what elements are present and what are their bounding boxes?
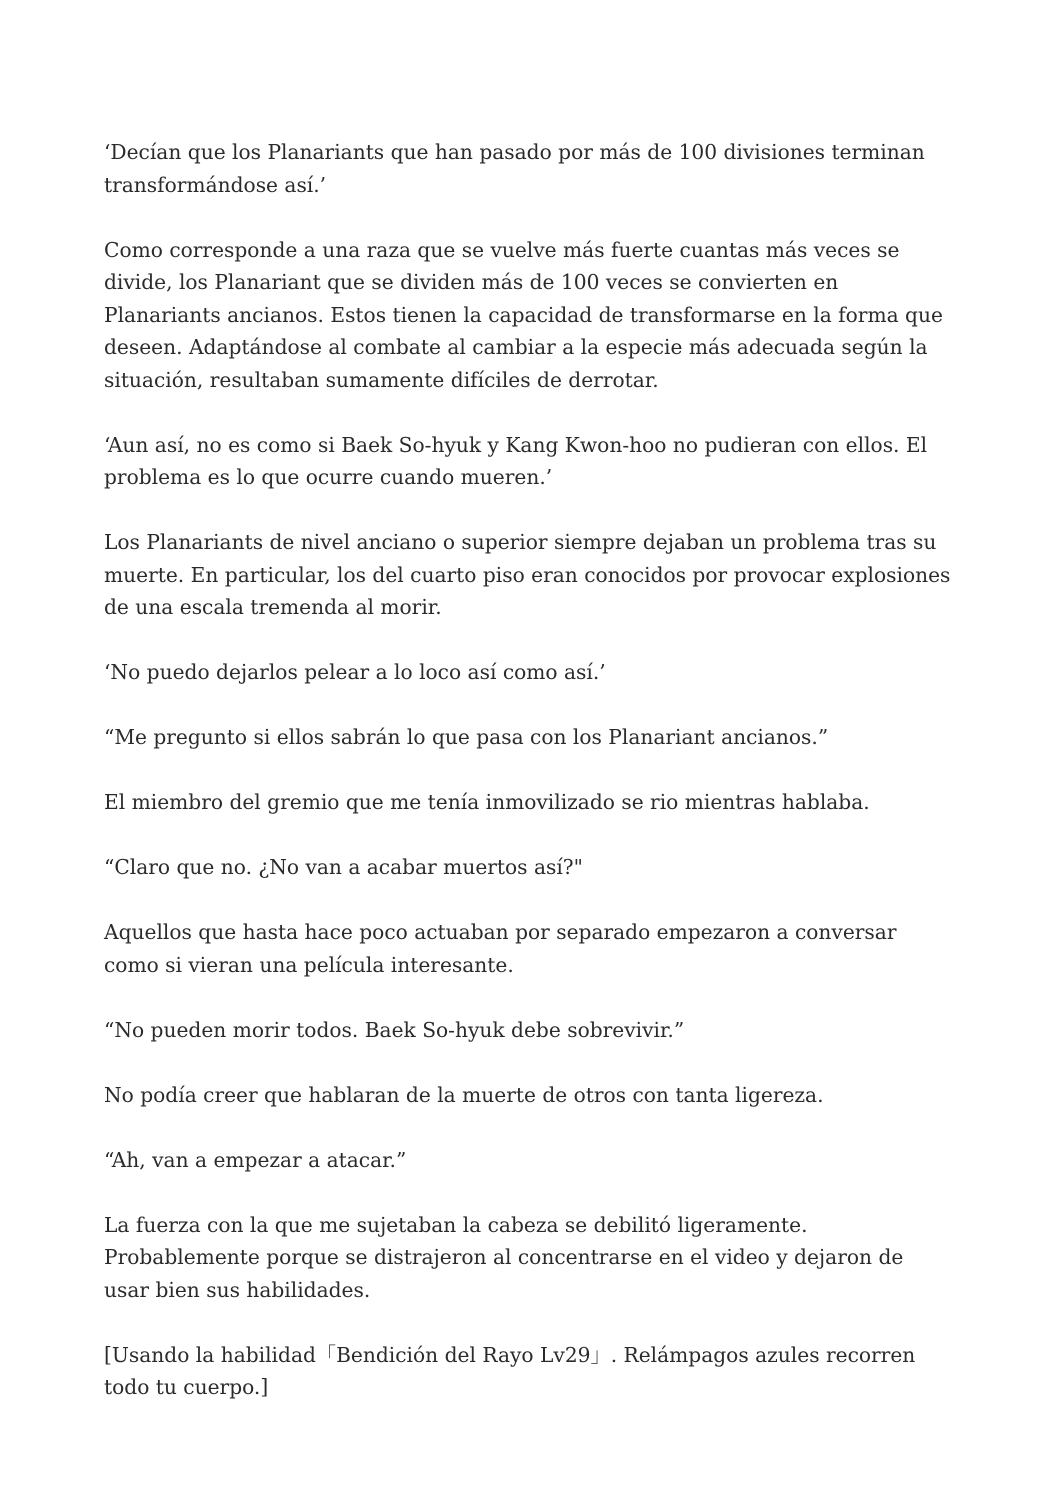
paragraph: [Usando la habilidad「Bendición del Rayo Lv29」. Relámpagos azules recorren todo tu cuerpo.] — [104, 1342, 916, 1399]
paragraph: “Claro que no. ¿No van a acabar muertos así?" — [104, 855, 583, 879]
paragraph: Los Planariants de nivel anciano o superior siempre dejaban un problema tras su muerte. En particular, los del cuarto piso eran conocidos por provocar explosiones de una escala tremenda al morir. — [104, 530, 951, 619]
paragraph: Aquellos que hasta hace poco actuaban por separado empezaron a conversar como si vieran una película interesante. — [104, 920, 897, 977]
paragraph: “No pueden morir todos. Baek So-hyuk debe sobrevivir.” — [104, 1017, 685, 1042]
paragraph: Como corresponde a una raza que se vuelve más fuerte cuantas más veces se divide, los Planariant que se dividen más de 100 veces se convierten en Planariants ancianos. Estos tienen la capacidad de transformarse en la forma que deseen. Adaptándose al combate al cambiar a la especie más adecuada según la situación, resultaban sumamente difíciles de derrotar. — [104, 237, 943, 392]
paragraph: ‘Decían que los Planariants que han pasado por más de 100 divisiones terminan transformándose así.’ — [104, 140, 925, 197]
paragraph: “Me pregunto si ellos sabrán lo que pasa con los Planariant ancianos.” — [104, 725, 829, 749]
paragraph: “Ah, van a empezar a atacar.” — [104, 1147, 407, 1172]
paragraph: No podía creer que hablaran de la muerte de otros con tanta ligereza. — [104, 1082, 824, 1107]
paragraph: ‘No puedo dejarlos pelear a lo loco así como así.’ — [104, 660, 606, 684]
paragraph: La fuerza con la que me sujetaban la cabeza se debilitó ligeramente. Probablemente porque se distrajeron al concentrarse en el video y dejaron de usar bien sus habilidades. — [104, 1212, 904, 1302]
document-page — [104, 136, 954, 1436]
paragraph: ‘Aun así, no es como si Baek So-hyuk y Kang Kwon-hoo no pudieran con ellos. El problema es lo que ocurre cuando mueren.’ — [104, 432, 928, 489]
paragraph: El miembro del gremio que me tenía inmovilizado se rio mientras hablaba. — [104, 790, 870, 814]
